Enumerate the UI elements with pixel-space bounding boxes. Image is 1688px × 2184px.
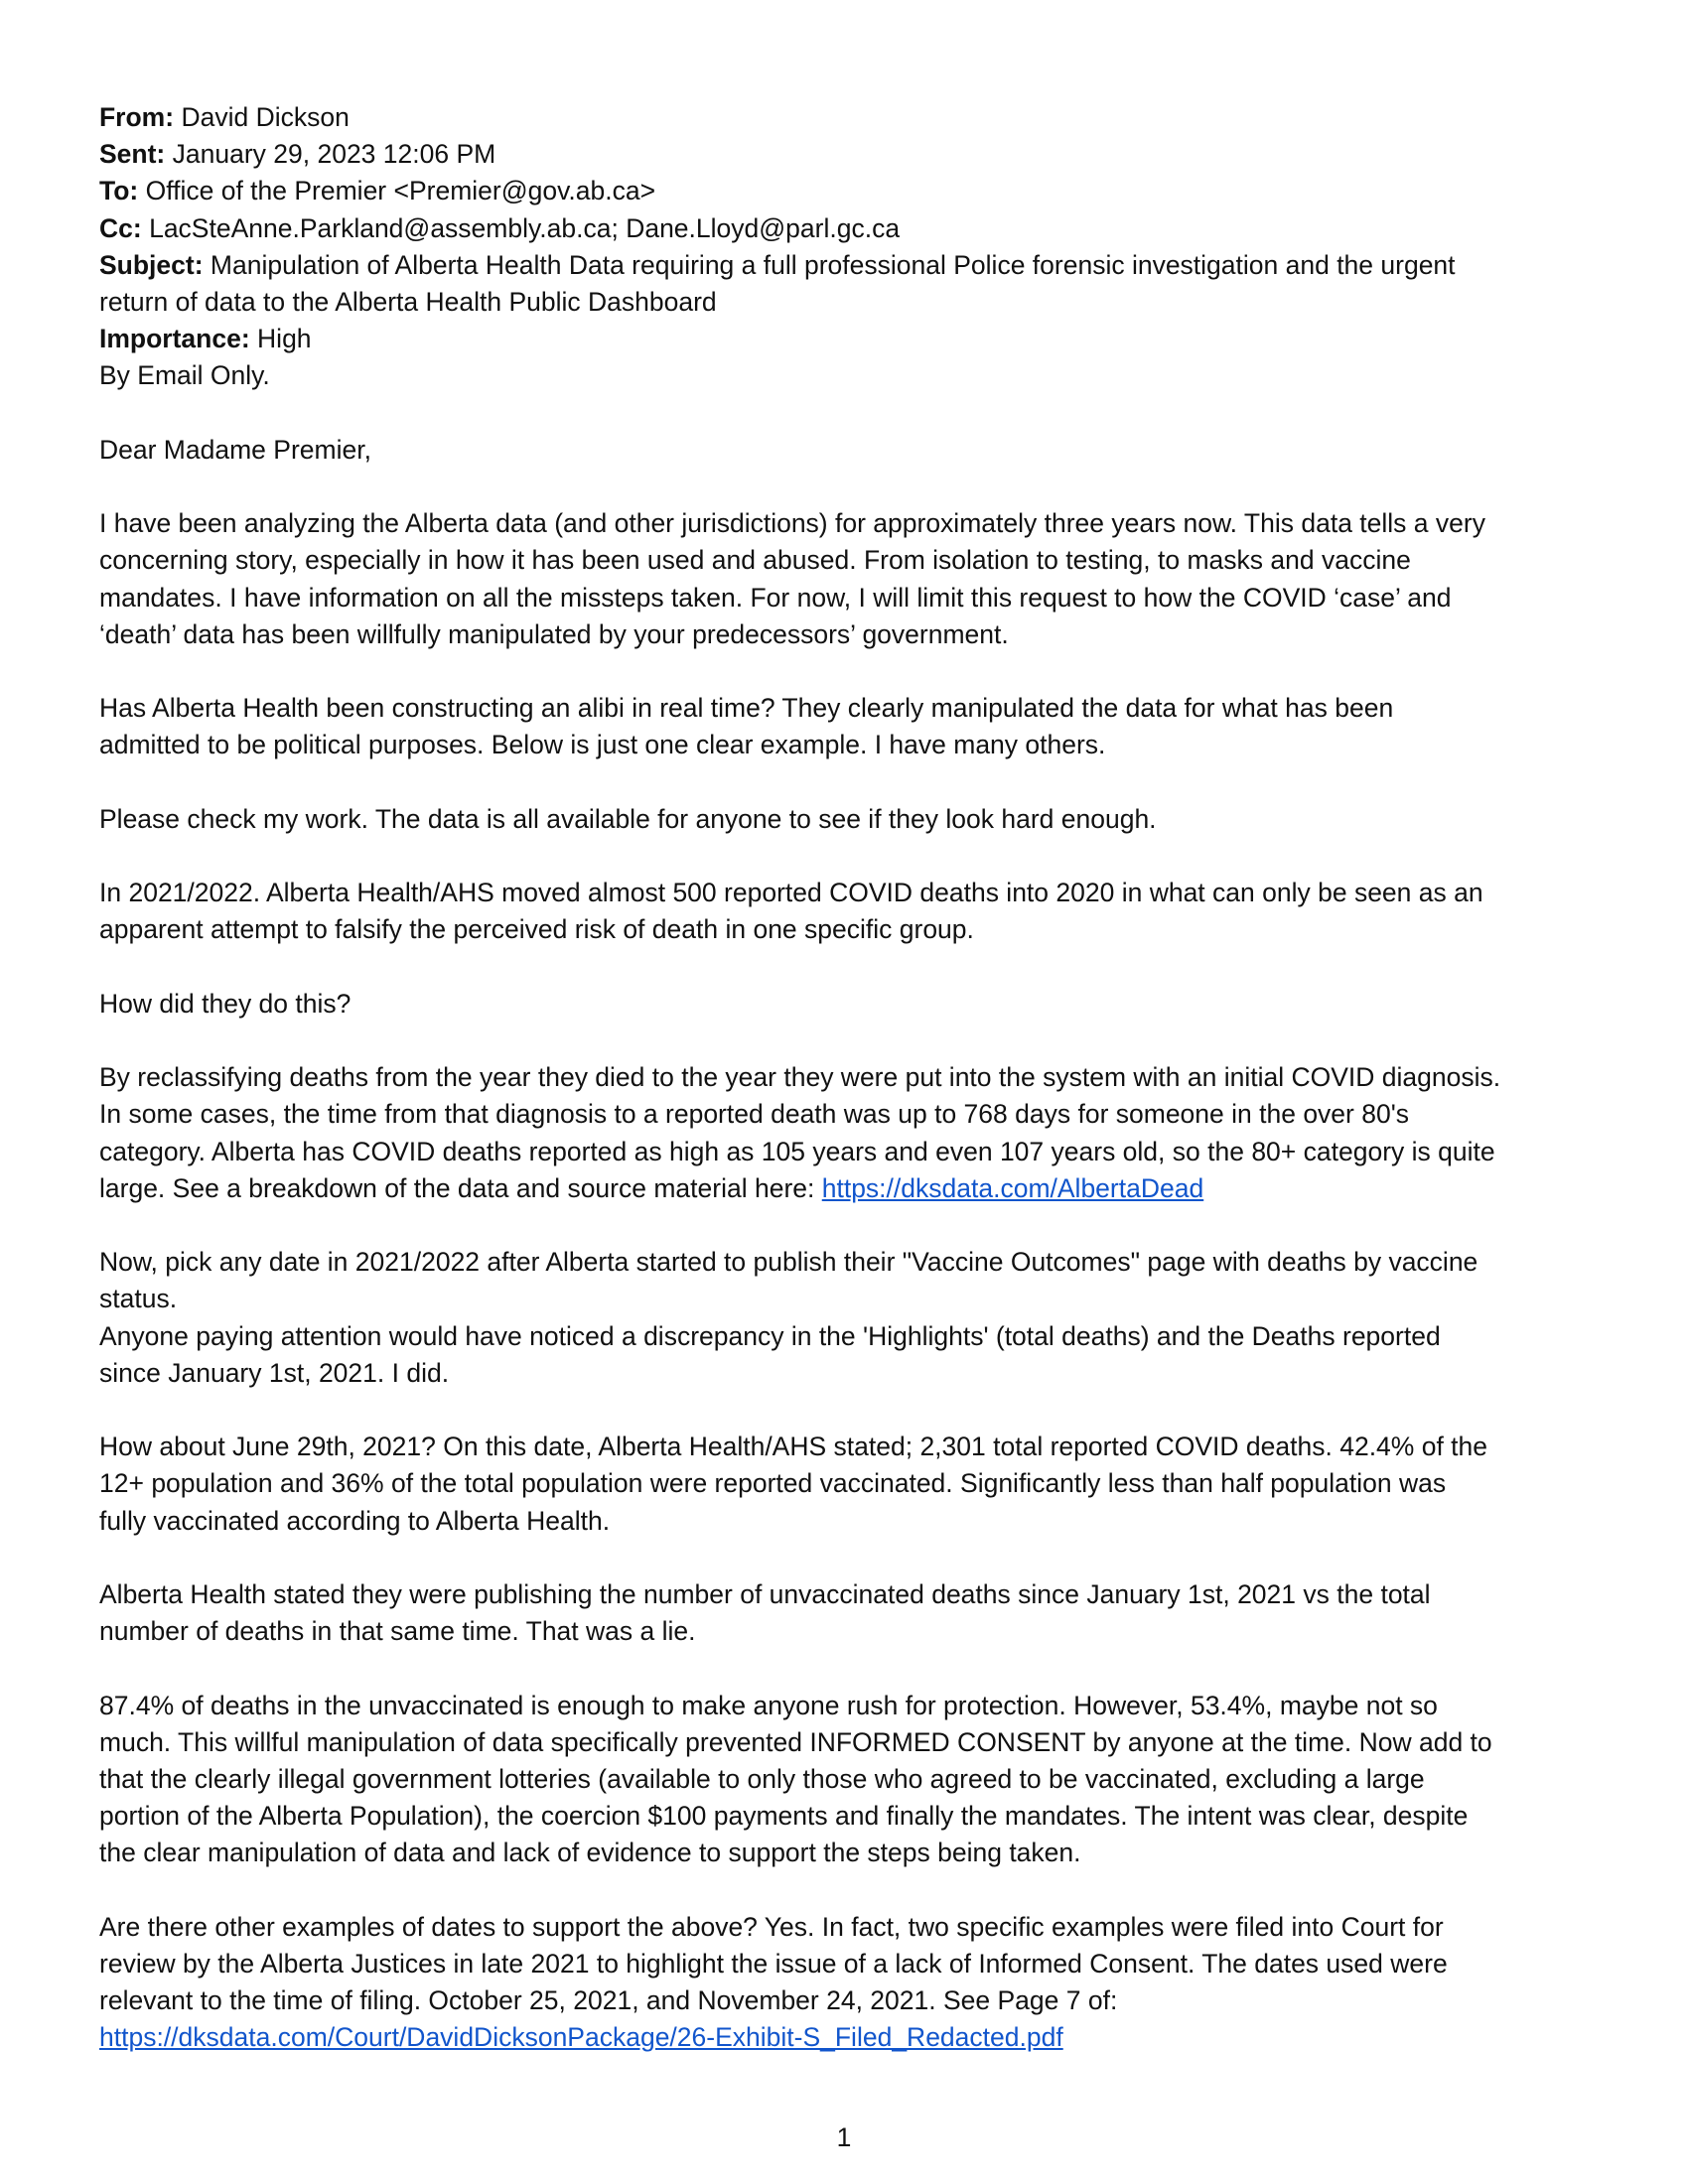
salutation: Dear Madame Premier,: [99, 434, 371, 465]
alberta-dead-link[interactable]: https://dksdata.com/AlbertaDead: [821, 1172, 1204, 1203]
spacer: [99, 1023, 1599, 1059]
paragraph-line: Alberta Health stated they were publishing the number of unvaccinated deaths since January 1st, 2021 vs the total: [99, 1578, 1431, 1609]
paragraph-11: [99, 1909, 1599, 2057]
sent-value: January 29, 2023 12:06 PM: [172, 139, 496, 170]
paragraph-line: apparent attempt to falsify the perceived risk of death in one specific group.: [99, 914, 974, 945]
subject-line-continued: [99, 284, 1599, 321]
to-value: Office of the Premier <Premier@gov.ab.ca>: [145, 176, 656, 206]
paragraph-line: concerning story, especially in how it has been used and abused. From isolation to testing, to masks and vaccine: [99, 545, 1411, 576]
spacer: [99, 1650, 1599, 1687]
spacer: [99, 1872, 1599, 1909]
paragraph-line: 12+ population and 36% of the total population were reported vaccinated. Significantly less than half population was: [99, 1468, 1447, 1499]
sent-label: Sent:: [99, 139, 166, 170]
paragraph-line: category. Alberta has COVID deaths reported as high as 105 years and even 107 years old, so the 80+ category is quite: [99, 1136, 1495, 1166]
from-label: From:: [99, 102, 175, 132]
paragraph-line: ‘death’ data has been willfully manipulated by your predecessors’ government.: [99, 618, 1009, 649]
from-value: David Dickson: [181, 102, 350, 132]
paragraph-line: that the clearly illegal government lotteries (available to only those who agreed to be vaccinated, excluding a large: [99, 1763, 1425, 1794]
subject-value-line-1: Manipulation of Alberta Health Data requiring a full professional Police forensic investigation and the urgent: [210, 249, 1456, 280]
cc-label: Cc:: [99, 212, 142, 243]
paragraph-10: [99, 1688, 1599, 1872]
page-number: 1: [836, 2122, 852, 2152]
paragraph-line: I have been analyzing the Alberta data (and other jurisdictions) for approximately three years now. This data tells a very: [99, 508, 1485, 539]
spacer: [99, 1540, 1599, 1576]
spacer: [99, 838, 1599, 875]
paragraph-5: [99, 986, 1599, 1023]
to-label: To:: [99, 176, 139, 206]
spacer: [99, 1392, 1599, 1429]
paragraph-line: In 2021/2022. Alberta Health/AHS moved almost 500 reported COVID deaths into 2020 in what can only be seen as an: [99, 878, 1483, 908]
paragraph-line: 87.4% of deaths in the unvaccinated is enough to make anyone rush for protection. However, 53.4%, maybe not so: [99, 1690, 1438, 1720]
paragraph-line: By reclassifying deaths from the year they died to the year they were put into the system with an initial COVID diagnosis.: [99, 1062, 1501, 1093]
paragraph-line: [99, 1170, 1599, 1207]
spacer: [99, 764, 1599, 801]
paragraph-line: In some cases, the time from that diagnosis to a reported death was up to 768 days for someone in the over 80's: [99, 1099, 1410, 1130]
paragraph-2: [99, 690, 1599, 763]
importance-value: High: [257, 324, 312, 354]
paragraph-line: Please check my work. The data is all available for anyone to see if they look hard enough.: [99, 803, 1157, 834]
paragraph-line: much. This willful manipulation of data specifically prevented INFORMED CONSENT by anyone at the time. Now add to: [99, 1726, 1492, 1757]
paragraph-1: [99, 505, 1599, 653]
importance-line: [99, 321, 1599, 357]
paragraph-line: How did they do this?: [99, 988, 352, 1019]
spacer: [99, 469, 1599, 505]
spacer: [99, 653, 1599, 690]
paragraph-line: Has Alberta Health been constructing an alibi in real time? They clearly manipulated the data for what has been: [99, 693, 1394, 724]
paragraph-7: [99, 1244, 1599, 1392]
paragraph-line: status.: [99, 1284, 178, 1314]
paragraph-9: [99, 1576, 1599, 1650]
subject-line: [99, 247, 1599, 284]
spacer: [99, 395, 1599, 432]
court-exhibit-link[interactable]: https://dksdata.com/Court/DavidDicksonPackage/26-Exhibit-S_Filed_Redacted.pdf: [99, 2022, 1063, 2053]
importance-label: Importance:: [99, 324, 250, 354]
paragraph-line: admitted to be political purposes. Below is just one clear example. I have many others.: [99, 730, 1106, 760]
paragraph-line: [99, 2019, 1599, 2056]
paragraph-line: relevant to the time of filing. October 25, 2021, and November 24, 2021. See Page 7 of:: [99, 1985, 1118, 2016]
spacer: [99, 949, 1599, 986]
paragraph-line: How about June 29th, 2021? On this date, Alberta Health/AHS stated; 2,301 total reported COVID deaths. 42.4% of the: [99, 1432, 1488, 1462]
paragraph-line: number of deaths in that same time. That was a lie.: [99, 1616, 696, 1647]
subject-value-line-2: return of data to the Alberta Health Public Dashboard: [99, 287, 717, 318]
paragraph-line: since January 1st, 2021. I did.: [99, 1357, 450, 1388]
spacer: [99, 1207, 1599, 1244]
paragraph-8: [99, 1429, 1599, 1540]
subject-label: Subject:: [99, 249, 204, 280]
paragraph-line: Anyone paying attention would have noticed a discrepancy in the 'Highlights' (total deaths) and the Deaths reported: [99, 1320, 1441, 1351]
paragraph-line: Now, pick any date in 2021/2022 after Alberta started to publish their "Vaccine Outcomes" page with deaths by vaccine: [99, 1247, 1478, 1278]
paragraph-6: [99, 1059, 1599, 1207]
paragraph-line: review by the Alberta Justices in late 2021 to highlight the issue of a lack of Informed Consent. The dates used were: [99, 1948, 1448, 1979]
to-line: [99, 173, 1599, 209]
paragraph-text: large. See a breakdown of the data and source material here:: [99, 1172, 822, 1203]
paragraph-line: the clear manipulation of data and lack of evidence to support the steps being taken.: [99, 1838, 1081, 1868]
sent-line: [99, 136, 1599, 173]
email-document: [99, 99, 1599, 2057]
cc-value: LacSteAnne.Parkland@assembly.ab.ca; Dane.Lloyd@parl.gc.ca: [149, 212, 901, 243]
paragraph-line: mandates. I have information on all the missteps taken. For now, I will limit this request to how the COVID ‘case’ and: [99, 582, 1452, 613]
paragraph-line: Are there other examples of dates to support the above? Yes. In fact, two specific examples were filed into Court for: [99, 1911, 1444, 1942]
cc-line: [99, 210, 1599, 247]
paragraph-4: [99, 875, 1599, 948]
paragraph-line: fully vaccinated according to Alberta Health.: [99, 1505, 611, 1536]
paragraph-line: portion of the Alberta Population), the coercion $100 payments and finally the mandates. The intent was clear, despite: [99, 1801, 1469, 1832]
from-line: [99, 99, 1599, 136]
delivery-note: By Email Only.: [99, 360, 270, 391]
paragraph-3: [99, 801, 1599, 838]
